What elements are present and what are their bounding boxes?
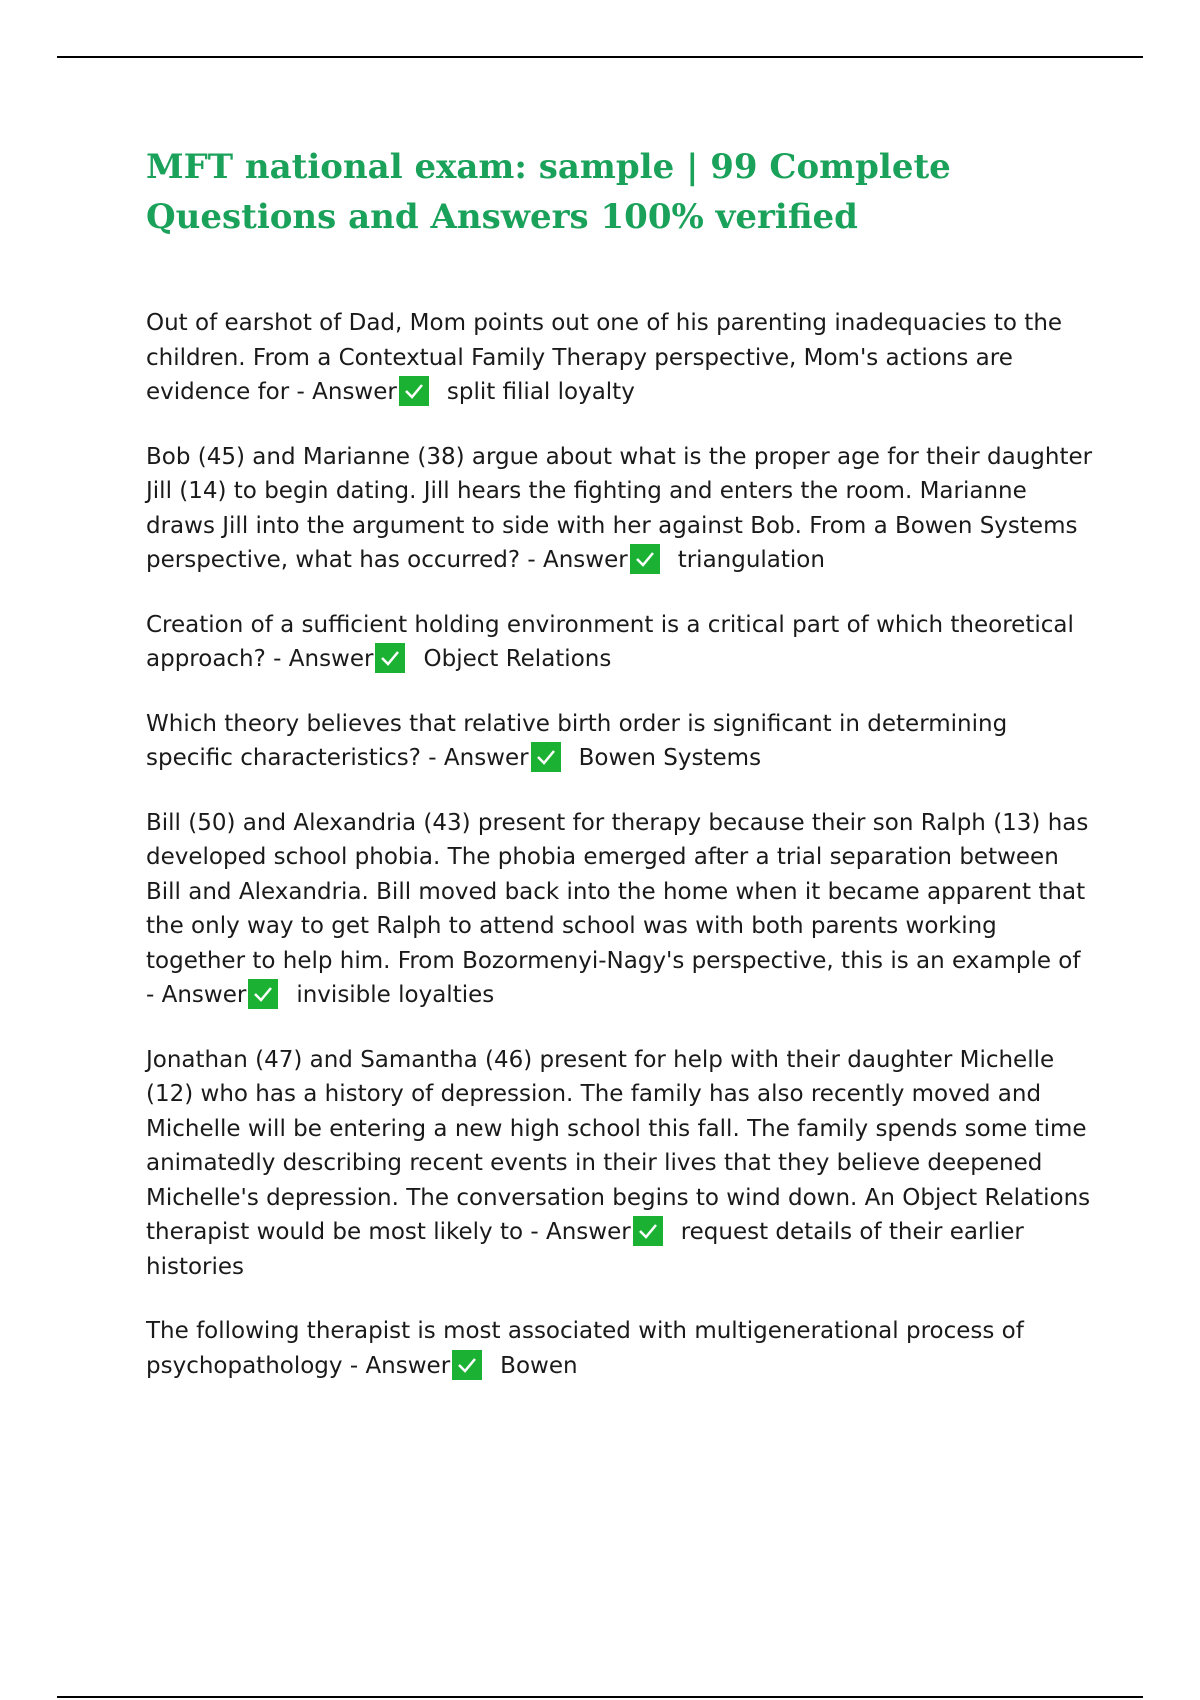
check-mark-icon xyxy=(633,1216,663,1246)
question-list xyxy=(146,306,1096,1413)
qa-item xyxy=(146,608,1096,677)
qa-item xyxy=(146,1314,1096,1383)
answer-prefix: Answer xyxy=(161,982,247,1008)
question-text: Bill (50) and Alexandria (43) present for therapy because their son Ralph (13) has developed school phobia. The phobia emerged after a trial separation between Bill and Alexandria. Bill moved back into the home when it became apparent that the only way to get Ralph to attend school was with both parents working together to help him. From Bozormenyi-Nagy's perspective, this is an example of - xyxy=(146,809,1089,1008)
document-title: MFT national exam: sample | 99 Complete Questions and Answers 100% verified xyxy=(146,147,951,237)
question-text: The following therapist is most associated with multigenerational process of psychopathology - xyxy=(146,1318,1024,1379)
qa-item xyxy=(146,306,1096,410)
check-mark-icon xyxy=(399,376,429,406)
answer-text: split filial loyalty xyxy=(446,379,635,405)
answer-text: invisible loyalties xyxy=(296,982,495,1008)
qa-item xyxy=(146,1043,1096,1285)
answer-prefix: Answer xyxy=(545,1219,631,1245)
qa-item xyxy=(146,440,1096,578)
answer-text: Bowen Systems xyxy=(578,745,762,771)
check-mark-icon xyxy=(630,544,660,574)
question-text: Jonathan (47) and Samantha (46) present for help with their daughter Michelle (12) who has a history of depression. The family has also recently moved and Michelle will be entering a new high school this fall. The family spends some time animatedly describing recent events in their lives that they believe deepened Michelle's depression. The conversation begins to wind down. An Object Relations therapist would be most likely to - xyxy=(146,1046,1091,1245)
question-text: Bob (45) and Marianne (38) argue about what is the proper age for their daughter Jill (14) to begin dating. Jill hears the fighting and enters the room. Marianne draws Jill into the argument to side with her against Bob. From a Bowen Systems perspective, what has occurred? - xyxy=(146,443,1093,573)
question-text: Creation of a sufficient holding environment is a critical part of which theoretical approach? - xyxy=(146,611,1074,672)
check-mark-icon xyxy=(452,1350,482,1380)
answer-prefix: Answer xyxy=(365,1352,451,1379)
qa-item xyxy=(146,806,1096,1013)
answer-prefix: Answer xyxy=(288,646,374,672)
question-text: Out of earshot of Dad, Mom points out one of his parenting inadequacies to the children. From a Contextual Family Therapy perspective, Mom's actions are evidence for - xyxy=(146,310,1063,405)
answer-prefix: Answer xyxy=(443,745,529,771)
qa-item xyxy=(146,707,1096,776)
header-rule xyxy=(57,56,1143,58)
answer-prefix: Answer xyxy=(542,547,628,573)
footer-rule xyxy=(57,1696,1143,1698)
question-text: Which theory believes that relative birth order is significant in determining specific characteristics? - xyxy=(146,710,1008,771)
answer-text: Bowen xyxy=(500,1352,578,1379)
answer-text: Object Relations xyxy=(423,646,612,672)
answer-text: request details of their earlier histories xyxy=(146,1219,1024,1280)
check-mark-icon xyxy=(531,742,561,772)
answer-text: triangulation xyxy=(677,547,825,573)
answer-prefix: Answer xyxy=(312,379,397,405)
check-mark-icon xyxy=(248,979,278,1009)
check-mark-icon xyxy=(375,643,405,673)
